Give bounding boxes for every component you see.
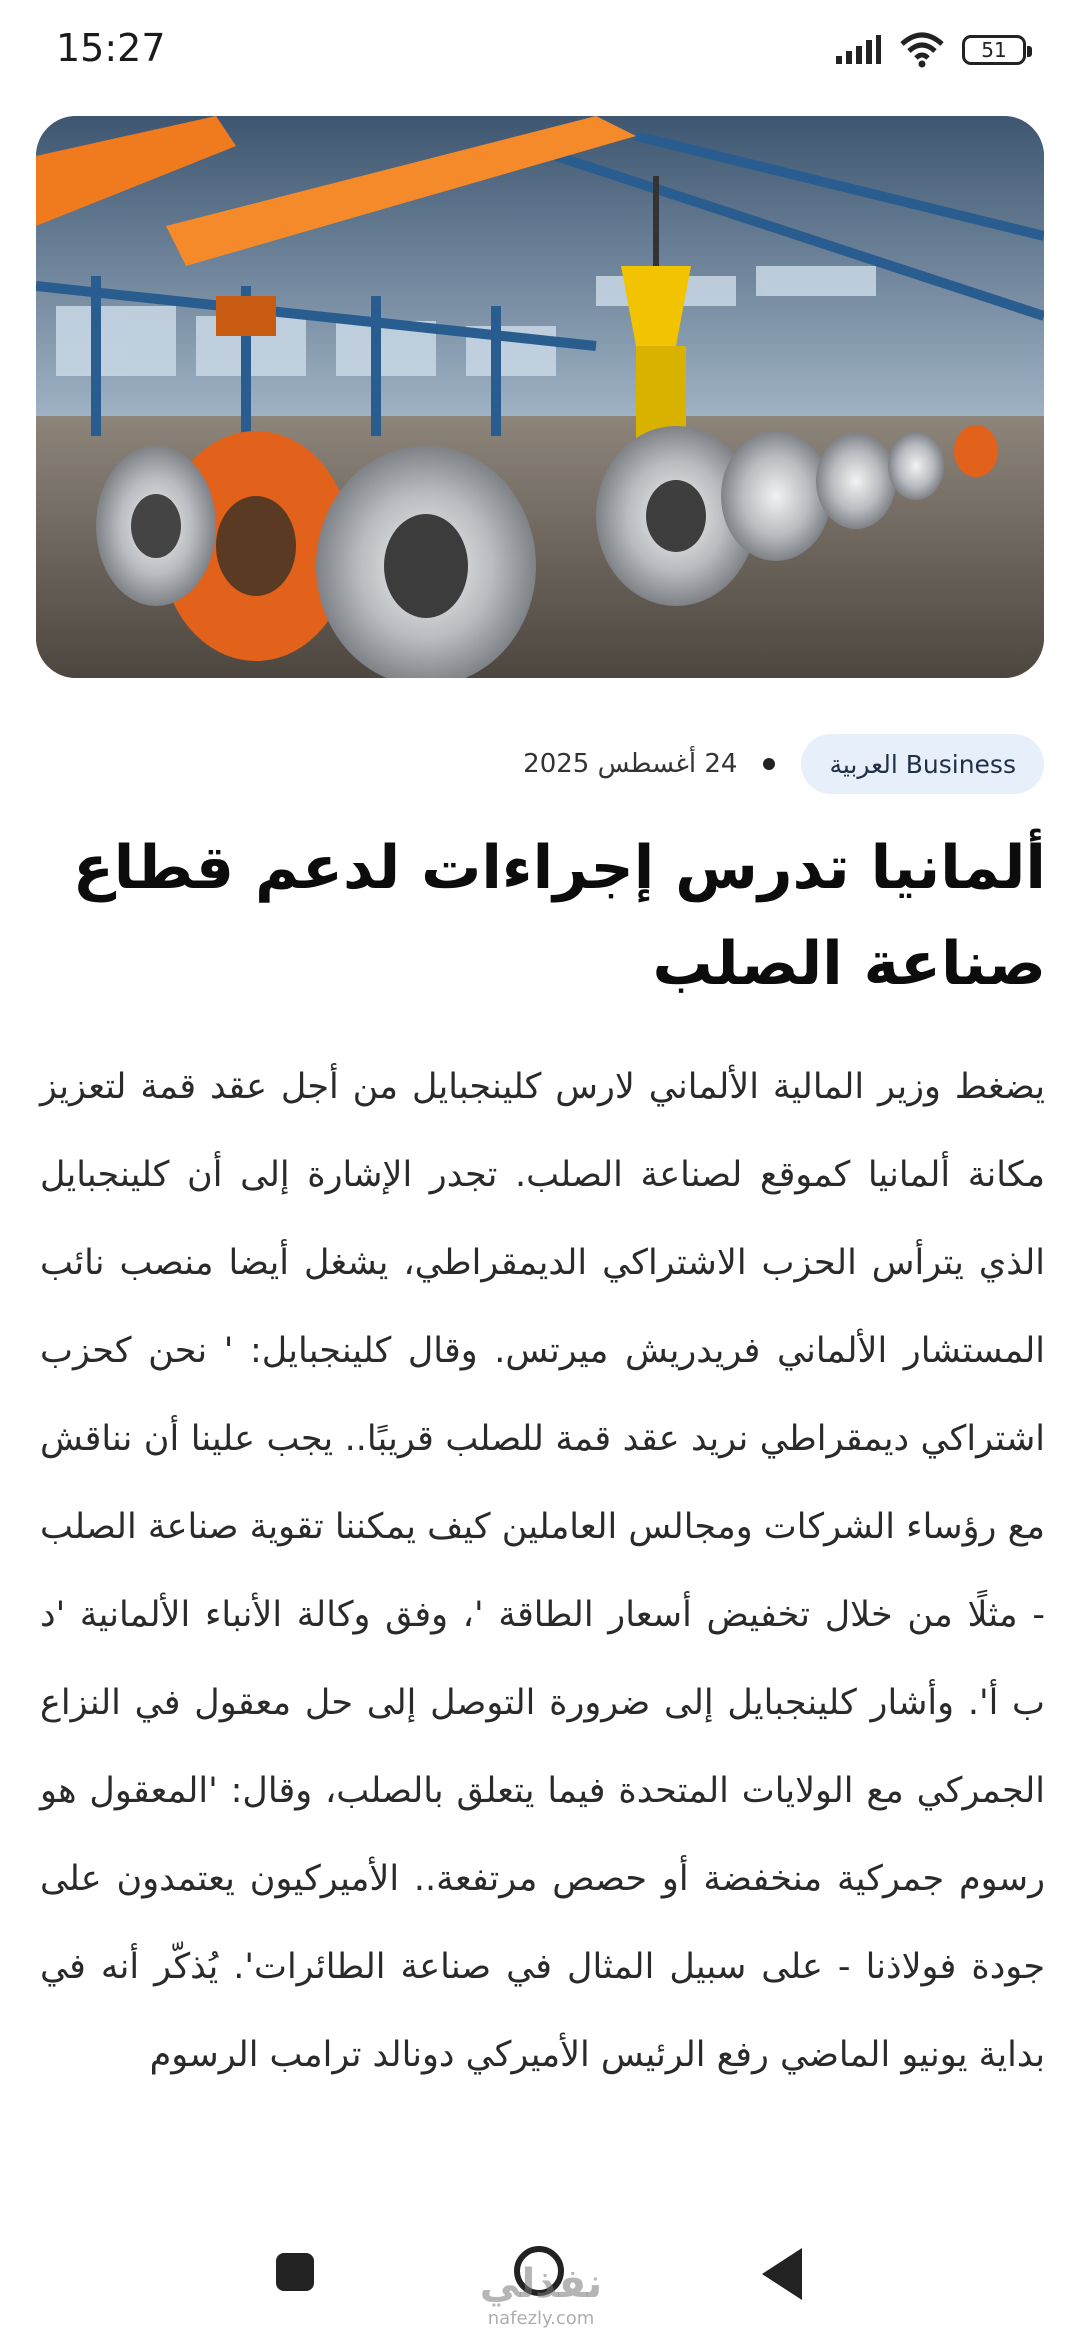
article-body: يضغط وزير المالية الألماني لارس كلينجبايل من أجل عقد قمة لتعزيز مكانة ألمانيا كموقع لصناعة الصلب. تجدر الإشارة إلى أن كلينجبايل الذي يترأس الحزب الاشتراكي الديمقراطي، يشغل أيضا منصب نائب المستشار الألماني فريدريش ميرتس. وقال كلينجبايل: ' نحن كحزب اشتراكي ديمقراطي نريد عقد قمة للصلب قريبًا.. يجب علينا أن نناقش مع رؤساء الشركات ومجالس العاملين كيف يمكننا تقوية صناعة الصلب - مثلًا من خلال تخفيض أسعار الطاقة '، وفق وكالة الأنباء الألمانية 'د ب أ'. وأشار كلينجبايل إلى ضرورة التوصل إلى حل معقول في النزاع الجمركي مع الولايات المتحدة فيما يتعلق بالصلب، وقال: 'المعقول هو رسوم جمركية منخفضة أو حصص مرتفعة.. الأميركيون يعتمدون على جودة فولاذنا - على سبيل المثال في صناعة الطائرات'. يُذكّر أنه في بداية يونيو الماضي رفع الرئيس الأميركي دونالد ترامب الرسوم <box>40 1067 1045 2075</box>
status-bar <box>0 0 1080 100</box>
article-meta <box>523 734 1044 794</box>
article-date: 24 أغسطس 2025 <box>523 749 738 779</box>
article-title: ألمانيا تدرس إجراءات لدعم قطاع صناعة الصلب <box>72 833 1046 999</box>
status-time: 15:27 <box>56 26 166 70</box>
article-hero-image[interactable] <box>36 116 1044 678</box>
back-icon[interactable] <box>762 2248 802 2300</box>
signal-icon <box>834 34 882 66</box>
source-chip[interactable] <box>801 734 1044 794</box>
watermark-text: نفذلي <box>479 2261 603 2307</box>
separator-dot <box>763 758 775 770</box>
battery-icon <box>962 35 1026 65</box>
recent-apps-icon[interactable] <box>276 2253 314 2291</box>
steel-factory-illustration <box>36 116 1044 678</box>
watermark-domain: nafezly.com <box>487 2308 595 2329</box>
source-name: العربية Business <box>829 749 1016 779</box>
battery-level: 51 <box>981 38 1007 62</box>
status-icons <box>834 30 1026 70</box>
wifi-icon <box>898 32 946 68</box>
